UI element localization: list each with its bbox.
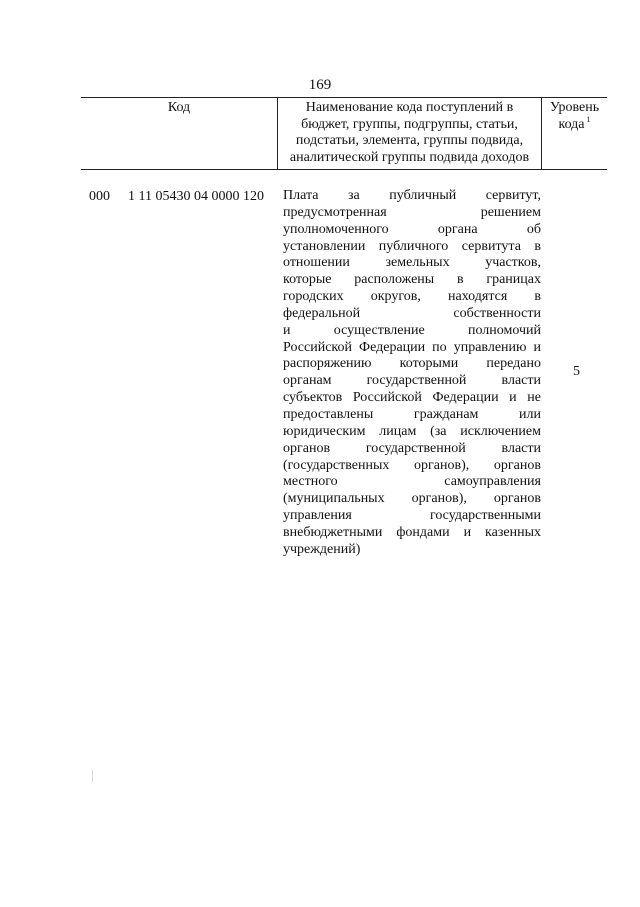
row-name bbox=[283, 188, 541, 559]
row-level: 5 bbox=[573, 364, 580, 379]
row-name-line: установлении публичного сервитута в bbox=[283, 238, 541, 254]
header-name-line: бюджет, группы, подгруппы, статьи, bbox=[301, 116, 518, 132]
row-name-line: федеральной собственности bbox=[283, 305, 541, 321]
row-name-line: предоставлены гражданам или bbox=[283, 406, 541, 422]
footnote-marker: 1 bbox=[586, 114, 591, 124]
table-header bbox=[81, 97, 607, 170]
header-name-line: Наименование кода поступлений в bbox=[305, 100, 514, 115]
row-name-line: городских округов, находятся в bbox=[283, 289, 541, 305]
row-name-line: субъектов Российской Федерации и не bbox=[283, 390, 541, 406]
page-number: 169 bbox=[308, 77, 332, 93]
row-name-line: распоряжению которыми передано bbox=[283, 356, 541, 372]
scan-mark bbox=[92, 770, 93, 782]
row-prefix: 000 bbox=[89, 189, 110, 204]
row-name-line: внебюджетными фондами и казенных bbox=[283, 524, 541, 540]
header-level-word: кода bbox=[558, 116, 585, 132]
row-name-line: Плата за публичный сервитут, bbox=[283, 188, 541, 203]
row-name-line: учреждений) bbox=[283, 541, 361, 557]
header-level-line bbox=[542, 114, 607, 134]
row-name-line: Российской Федерации по управлению и bbox=[283, 339, 541, 355]
row-name-line: органов государственной власти bbox=[283, 440, 541, 456]
row-name-line: (муниципальных органов), органов bbox=[283, 491, 541, 507]
row-name-line: юридическим лицам (за исключением bbox=[283, 423, 541, 439]
row-name-line: которые расположены в границах bbox=[283, 272, 541, 288]
row-name-line: местного самоуправления bbox=[283, 474, 541, 490]
row-name-line: предусмотренная решением bbox=[283, 204, 541, 220]
header-level-line: Уровень bbox=[549, 100, 600, 115]
header-name-line: аналитической группы подвида доходов bbox=[289, 149, 530, 165]
row-name-line: и осуществление полномочий bbox=[283, 322, 541, 338]
header-name bbox=[278, 100, 541, 166]
header-level bbox=[542, 100, 607, 133]
header-code: Код bbox=[167, 100, 191, 115]
row-name-line: органам государственной власти bbox=[283, 373, 541, 389]
row-code: 1 11 05430 04 0000 120 bbox=[128, 189, 264, 204]
header-name-line: подстатьи, элемента, группы подвида, bbox=[295, 133, 524, 148]
row-name-line: отношении земельных участков, bbox=[283, 255, 541, 271]
row-name-line: управления государственными bbox=[283, 508, 541, 524]
row-name-line: (государственных органов), органов bbox=[283, 457, 541, 473]
row-name-line: уполномоченного органа об bbox=[283, 221, 541, 237]
